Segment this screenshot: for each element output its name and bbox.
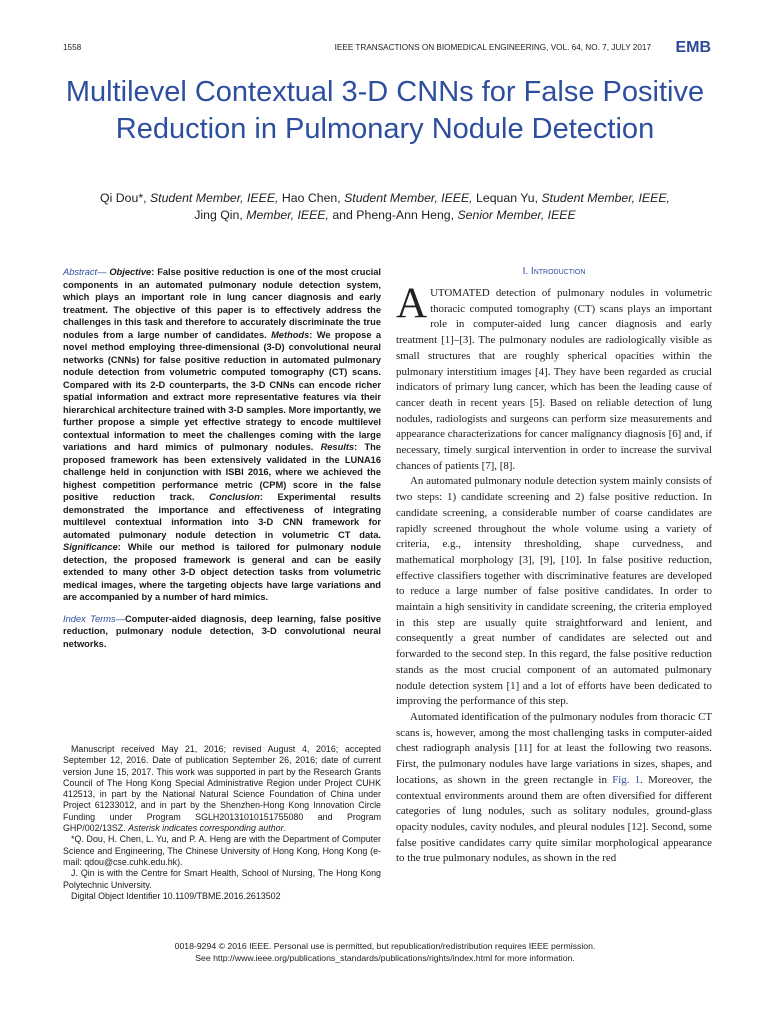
author-name: Jing Qin, [194,208,243,222]
paragraph [396,710,712,867]
paragraph [396,280,712,474]
section-heading [396,266,712,277]
corresponding-author-note: Asterisk indicates corresponding author. [128,823,286,834]
journal-citation: IEEE TRANSACTIONS ON BIOMEDICAL ENGINEERING, VOL. 64, NO. 7, JULY 2017 [334,43,651,52]
significance-text: : While our method is tailored for pulmonary nodule detection, the proposed framework is general and can be easily extended to many other 3-D object detection tasks from volumetric medical images, where the targeting objects have large variations and are accompanied by a number of hard mimics. [63,542,381,602]
author-name: and Pheng-Ann Heng, [332,208,455,222]
copyright-line: 0018-9294 © 2016 IEEE. Personal use is permitted, but republication/redistribution requires IEEE permission. [174,941,596,951]
methods-label: Methods [271,329,310,340]
author-name: Lequan Yu, [476,191,539,205]
left-column [63,266,381,650]
author-role: Student Member, IEEE, [344,191,473,205]
abstract [63,266,381,604]
rights-url-line: See http://www.ieee.org/publications_standards/publications/rights/index.html for more information. [195,953,575,964]
author-name: Hao Chen, [281,191,341,205]
section-title: Introduction [530,266,586,277]
embs-logo: EMB [675,39,711,56]
author-role: Student Member, IEEE, [149,191,279,205]
methods-text: : We propose a novel method employing three-dimensional (3-D) convolutional neural networks (CNNs) for false positive reduction in automated pulmonary nodule detection from volumetric computed tomography (CT) scans. Compared with its 2-D counterparts, the 3-D CNNs can encode richer spatial information and extract more representative features via their hierarchical architecture trained with 3-D samples. More importantly, we further propose a simple yet effective strategy to encode multilevel contextual information to meet the challenges coming with the large variations and hard mimics of pulmonary nodules. [63,329,381,452]
conclusion-label: Conclusion [209,492,260,502]
author-role: Student Member, IEEE, [541,191,670,205]
index-terms-text: Computer-aided diagnosis, deep learning, false positive reduction, pulmonary nodule detection, 3-D convolutional neural networks. [63,613,382,649]
author-list [60,190,710,224]
paragraph: An automated pulmonary nodule detection system mainly consists of two steps: 1) candidate screening and 2) false positive reduction. In candidate screening, a considerable number of coarse candidates are rapidly screened throughout the whole volume using a variety of criteria, e.g., intensity thresholding, shape curvedness, and mathematical morphology [3], [9], [10]. In false positive reduction, effective classifiers together with discriminative features are developed to reduce a large number of false positive candidates. In order to maintain a high sensitivity in candidate screening, the criteria employed in this step are usually quite straightforward and lenient, and consequently a great number of candidates are selected out and forwarded to the second step. In this regard, the false positive reduction stands as the most crucial component of an automated pulmonary nodule detection system [1] and a lot of efforts have been dedicated to improving the performance of this step. [396,475,712,708]
results-text: : The proposed framework has been extensively validated in the LUNA16 challenge held in conjunction with ISBI 2016, where we achieved the highest competition performance metric (CPM) score in the false positive reduction track. [63,442,381,502]
drop-cap: A [396,280,428,327]
author-role: Senior Member, IEEE [457,208,576,222]
footnotes [63,744,381,902]
paragraph-text: . Moreover, the contextual environments around them are often diversified for different categories of lung nodules, such as solitary nodules, ground-glass opacity nodules, cavity nodules, and pleural nodules [12]. Second, some false positive candidates carry quite similar morphological appearance to the true pulmonary nodules, as shown in the red [396,773,712,865]
body-text [396,280,712,867]
doi-note: Digital Object Identifier 10.1109/TBME.2016.2613502 [71,890,281,901]
manuscript-note [63,744,381,834]
objective-text: : False positive reduction is one of the most crucial components in an automated pulmonary nodule detection system, which plays an important role in lung cancer diagnosis and early treatment. The objective of this paper is to effectively address the challenges in this task and therefore to accurately discriminate the true nodules from a large number of candidates. [63,267,381,340]
paper-title: Multilevel Contextual 3-D CNNs for False Positive Reduction in Pulmonary Nodule Detection [65,76,705,145]
objective-label: Objective [109,267,152,277]
running-header [63,41,711,59]
page-number: 1558 [63,43,82,52]
affiliation-note: J. Qin is with the Centre for Smart Health, School of Nursing, The Hong Kong Polytechnic University. [63,868,381,890]
author-name: Qi Dou*, [100,191,147,205]
section-number: I. [522,266,529,277]
paragraph-text: Automated identification of the pulmonary nodules from thoracic CT scans is, however, among the most challenging tasks in computer-aided chest radiograph analysis [11] for at least the following two reasons. First, the pulmonary nodules have large variations in sizes, shapes, and locations, as shown in the green rectangle in [396,710,712,786]
author-role: Member, IEEE, [246,208,329,222]
paragraph-text: UTOMATED detection of pulmonary nodules in volumetric thoracic computed tomography (CT) scans plays an important role in computer-aided lung cancer diagnosis and early treatment [1]–[3]. The pulmonary nodules are radiologically visible as small structures that are roughly spherical opacities within the pulmonary interstitium images [4]. They have been regarded as crucial indicators of primary lung cancer, which has been the leading cause of cancer death in recent years [5]. Based on reliable detection of lung nodules, radiologists and surgeons can perform size measurements and appearance characterizations for cancer malignancy diagnosis [6] and, if necessary, timely surgical intervention in order to increase the survival chances of patients [7], [8]. [396,287,712,472]
manuscript-text: Manuscript received May 21, 2016; revised August 4, 2016; accepted September 12, 2016. Date of publication September 26, 2016; date of current version June 15, 2017. This work was supported in part by the Research Grants Council of The Hong Kong Special Administrative Region under Project CUHK 412513, in part by the National Natural Science Foundation of China under Project 61233012, and in part by the Shenzhen-Hong Kong Innovation Circle Funding under Program SGLH20131010151755080 and Program GHP/002/13SZ. [63,744,381,834]
results-label: Results [320,442,355,452]
copyright-notice [60,940,710,965]
affiliation-note: *Q. Dou, H. Chen, L. Yu, and P. A. Heng are with the Department of Computer Science and Engineering, The Chinese University of Hong Kong, Hong Kong (e-mail: qdou@cse.cuhk.edu.hk). [63,834,381,867]
abstract-label: Abstract— [63,267,107,277]
index-terms-label: Index Terms— [63,613,125,624]
conclusion-text: : Experimental results demonstrated the importance and effectiveness of integrating multilevel contextual information into 3-D CNN framework for automated pulmonary nodule detection in volumetric CT data. [63,492,381,540]
right-column [396,266,712,867]
significance-label: Significance [63,542,118,552]
figure-link[interactable]: Fig. 1 [612,773,641,786]
index-terms [63,613,381,651]
